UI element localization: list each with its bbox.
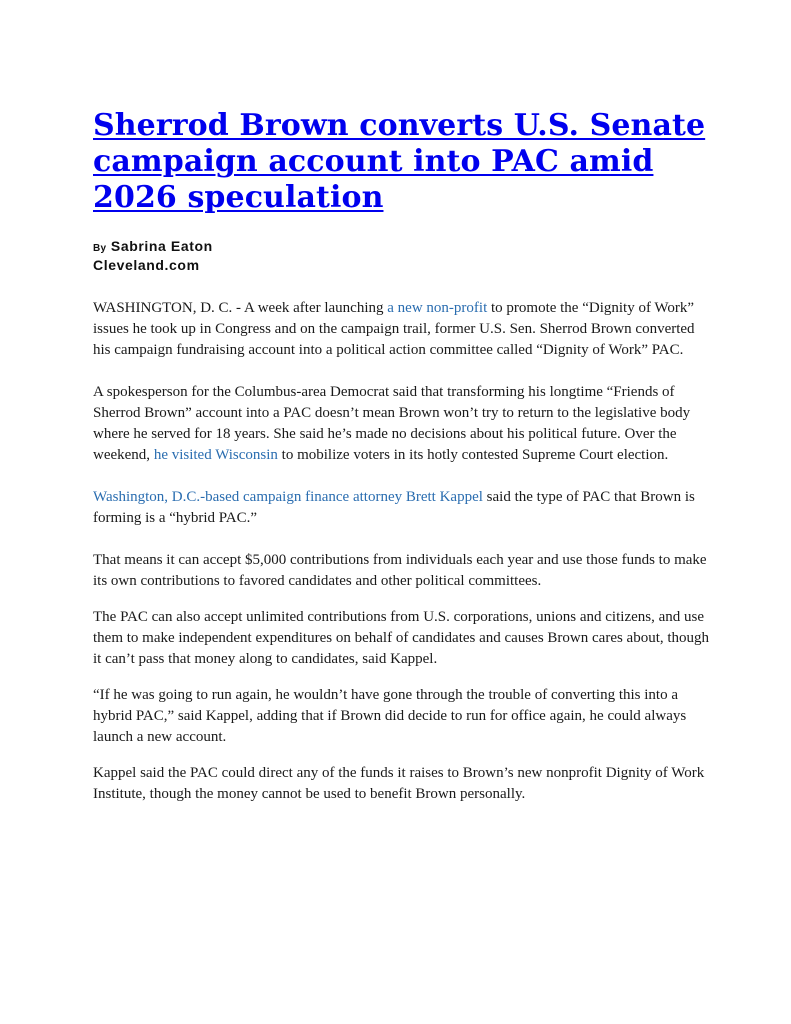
- brett-kappel-link[interactable]: Washington, D.C.-based campaign finance attorney Brett Kappel: [93, 489, 483, 505]
- paragraph-2-text-before: A spokesperson for the Columbus-area Democrat said that transforming his longtime “Friends of Sherrod Brown” account into a PAC doesn’t mean Brown won’t try to return to the legislative body where he served for 18 years. She said he’s made no decisions about his political future. Over the weekend,: [93, 384, 691, 463]
- paragraph-3-text-after: said the type of PAC that Brown is forming is a “hybrid PAC.”: [93, 489, 695, 526]
- article-page: [93, 108, 713, 820]
- paragraph-4: That means it can accept $5,000 contributions from individuals each year and use those funds to make its own contributions to favored candidates and other political committees.: [93, 552, 707, 589]
- paragraph-7: Kappel said the PAC could direct any of the funds it raises to Brown’s new nonprofit Dignity of Work Institute, though the money cannot be used to benefit Brown personally.: [93, 765, 705, 802]
- non-profit-link[interactable]: a new non-profit: [387, 300, 488, 316]
- article-body: [93, 298, 713, 805]
- byline-by: By: [93, 243, 107, 254]
- paragraph-2-text-after: to mobilize voters in its hotly contested Supreme Court election.: [277, 447, 669, 463]
- paragraph-5: The PAC can also accept unlimited contributions from U.S. corporations, unions and citizens, and use them to make independent expenditures on behalf of candidates and causes Brown cares about, though it can’t pass that money along to candidates, said Kappel.: [93, 609, 710, 667]
- paragraph-1: [93, 298, 713, 361]
- paragraph-3: [93, 487, 713, 529]
- paragraph-1-text-after: to promote the “Dignity of Work” issues he took up in Congress and on the campaign trail, former U.S. Sen. Sherrod Brown converted his campaign fundraising account into a political action committee called “Dignity of Work” PAC.: [93, 300, 695, 358]
- paragraph-6: “If he was going to run again, he wouldn’t have gone through the trouble of converting this into a hybrid PAC,” said Kappel, adding that if Brown did decide to run for office again, he could always launch a new account.: [93, 687, 687, 745]
- wisconsin-visit-link[interactable]: he visited Wisconsin: [153, 447, 278, 463]
- paragraph-1-text-before: WASHINGTON, D. C. - A week after launching: [93, 300, 388, 316]
- article-headline-link[interactable]: Sherrod Brown converts U.S. Senate campaign account into PAC amid 2026 speculation: [93, 108, 706, 215]
- byline-author: Sabrina Eaton: [110, 238, 213, 254]
- byline-author-line: [93, 238, 713, 257]
- byline-outlet: Cleveland.com: [93, 257, 200, 273]
- byline: [93, 238, 713, 274]
- paragraph-2: [93, 382, 713, 466]
